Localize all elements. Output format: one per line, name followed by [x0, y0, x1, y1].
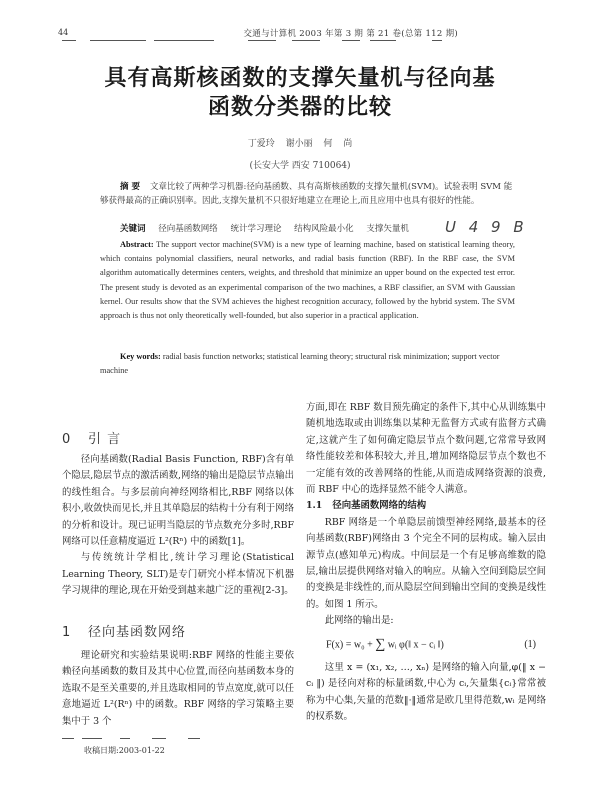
handwritten-classification-mark: U 4 9 B	[445, 218, 528, 236]
section-title: 径向基函数网络	[88, 625, 187, 640]
intro-paragraph-2: 与传统统计学相比,统计学习理论(Statistical Learning Theory, SLT)是专门研究小样本情况下机器学习规律的理论,现在开始受到越来越广泛的重视[2-3]。	[62, 552, 294, 597]
received-date-footnote: 收稿日期:2003-01-22	[84, 746, 165, 755]
abstract-en-text: The support vector machine(SVM) is a new type of learning machine, based on statistical learning theory, which contains polynomial classifiers, neural networks, and radial basis function (RBF). In the RBF case, the SVM algorithm automatically determines centers, weights, and threshold that minimize an upper bound on the expected test error. The present study is devoted as an experimental comparison of the two machines, a RBF classifier, an SVM with Gaussian kernel. Our results show that the SVM achieves the highest recognition accuracy, followed by the hybrid system. The SVM approach is thus not only theoretically well-founded, but also superior in a practical application.	[100, 240, 515, 321]
keyword-1: 径向基函数网络	[158, 224, 218, 234]
abstract-en-label: Abstract:	[120, 240, 154, 249]
keyword-4: 支撑矢量机	[366, 224, 409, 234]
right-paragraph-2: RBF 网络是一个单隐层前馈型神经网络,最基本的径向基函数(RBF)网络由 3 个完全不同的层构成。输入层由源节点(感知单元)构成。中间层是一个有足够高维数的隐层,输出层提供网络对输入的响应。从输入空间到隐层空间的变换是非线性的,而从隐层空间到输出空间的变换是线性的。如图 1 所示。	[306, 516, 546, 610]
journal-running-header: 交通与计算机 2003 年第 3 期 第 21 卷(总第 112 期)	[243, 29, 458, 39]
equation-rhs: wᵢ φ(‖ x − cᵢ ‖)	[387, 638, 444, 650]
intro-paragraph-1: 径向基函数(Radial Basis Function, RBF)含有单个隐层,隐层节点的激活函数,网络的输出是隐层节点输出的线性组合。与多层前向神经网络相比,RBF 网络以体积小,收敛快而见长,并且其单隐层的结构十分有利于网络的分析和设计。现已证明当隐层的节点数充分多时,RBF 网络可以任意精度逼近 L²(Rⁿ) 中的函数[1]。	[62, 454, 294, 548]
right-paragraph-4: 这里 x = (x₁, x₂, …, xₙ) 是网络的输入向量,φ(‖ x − cᵢ ‖) 是径向对称的标量函数,中心为 cᵢ,矢量集{cᵢ}常常被称为中心集,矢量的范数‖·‖通常是欧几里得范数,wᵢ 是网络的权系数。	[306, 661, 546, 723]
page-number: 44	[58, 28, 69, 37]
section-heading-introduction	[62, 430, 121, 450]
keywords-cn-label: 关键词	[120, 224, 146, 234]
header-rule	[52, 40, 462, 41]
subsection-heading-structure	[306, 498, 546, 514]
section-title: 引 言	[88, 432, 122, 447]
equation-1	[326, 634, 546, 656]
keyword-3: 结构风险最小化	[294, 224, 354, 234]
subsection-number: 1.1	[306, 500, 323, 512]
abstract-english	[100, 238, 515, 323]
abstract-cn-label: 摘 要	[120, 182, 140, 192]
left-column-section1	[62, 648, 294, 730]
right-column	[306, 400, 546, 726]
subsection-title: 径向基函数网络的结构	[332, 500, 427, 512]
section-number: 1	[62, 625, 72, 640]
footnote-rule	[62, 738, 242, 739]
affiliation: (长安大学 西安 710064)	[249, 161, 351, 171]
keywords-en-label: Key words:	[120, 352, 161, 361]
keywords-english	[100, 350, 515, 378]
equation-lhs: F(x) = w₀ +	[326, 638, 373, 650]
right-paragraph-1: 方面,即在 RBF 数目预先确定的条件下,其中心从训练集中随机地选取或由训练集以某种无监督方式或有监督方式确定,这就产生了如何确定隐层节点个数问题,它常常导致网络性能较差和体积较大,并且,增加网络隐层节点个数也不一定能有效的改善网络的性能,从而造成网络资源的浪费,而 RBF 中心的选择显然不能令人满意。	[306, 402, 546, 496]
left-column	[62, 452, 294, 600]
title-line-1: 具有高斯核函数的支撑矢量机与径向基	[104, 66, 496, 91]
section-number: 0	[62, 432, 72, 447]
keywords-en-text: radial basis function networks; statistical learning theory; structural risk minimization; support vector machine	[100, 352, 500, 376]
authors: 丁爱玲 谢小丽 何 尚	[247, 139, 353, 149]
section-heading-rbf-network	[62, 623, 186, 643]
keyword-2: 统计学习理论	[230, 224, 282, 234]
abstract-chinese	[100, 180, 515, 208]
paper-title	[60, 64, 540, 122]
title-line-2: 函数分类器的比较	[207, 95, 392, 120]
abstract-cn-text: 文章比较了两种学习机器:径向基函数、具有高斯核函数的支撑矢量机(SVM)。试验表明 SVM 能够获得最高的正确识别率。因此,支撑矢量机不只很好地建立在理论上,而且应用中也具有很好的性能。	[100, 182, 513, 206]
equation-number: (1)	[524, 638, 536, 650]
summation-symbol: ∑	[375, 636, 386, 652]
right-paragraph-3: 此网络的输出是:	[324, 615, 394, 627]
section1-paragraph-1: 理论研究和实验结果说明:RBF 网络的性能主要依赖径向基函数的数目及其中心位置,而径向基函数本身的选取不是至关重要的,并且选取相同的节点宽度,就可以任意地逼近 L²(Rⁿ) 中的函数。RBF 网络的学习策略主要集中于 3 个	[62, 650, 294, 727]
